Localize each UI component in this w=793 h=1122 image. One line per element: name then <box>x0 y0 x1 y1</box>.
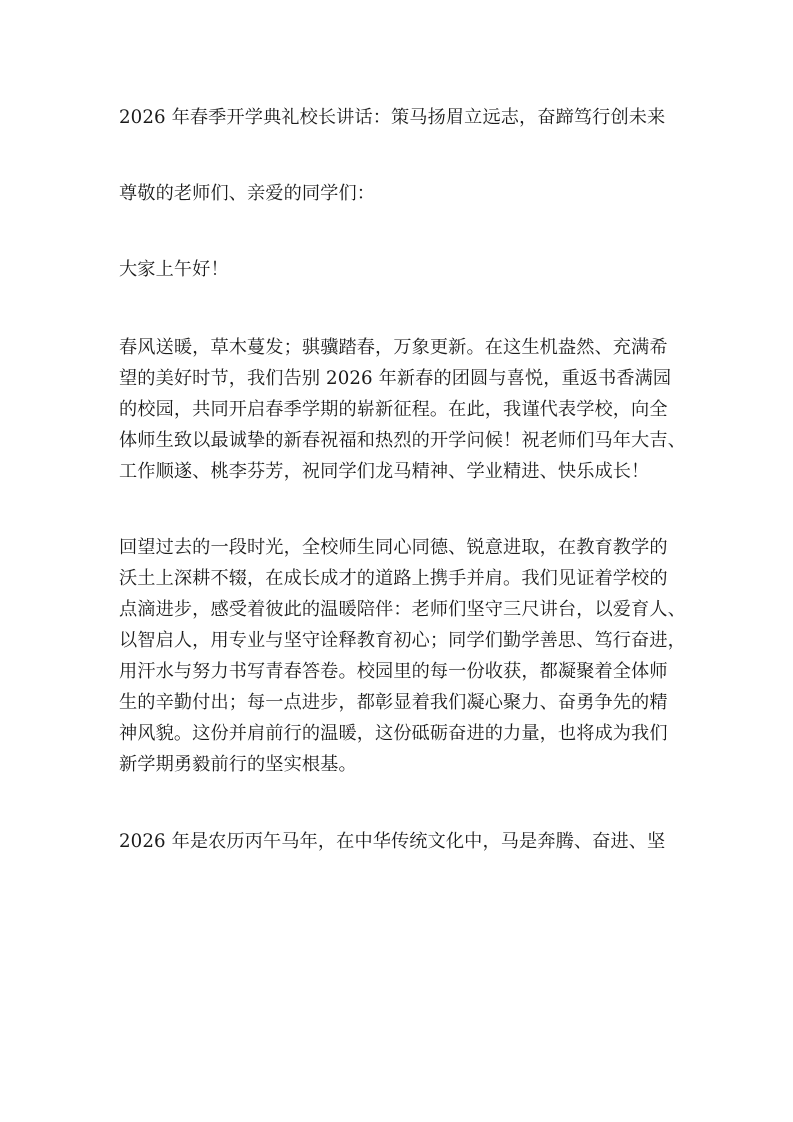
paragraph-line: 春风送暖，草木蔓发；骐骥踏春，万象更新。在这生机盎然、充满希 <box>119 337 668 358</box>
paragraph-line: 点滴进步，感受着彼此的温暖陪伴：老师们坚守三尺讲台，以爱育人、 <box>119 599 686 620</box>
paragraph-3 <box>119 826 679 857</box>
paragraph-line: 沃土上深耕不辍，在成长成才的道路上携手并肩。我们见证着学校的 <box>119 568 668 589</box>
paragraph-line: 神风貌。这份并肩前行的温暖，这份砥砺奋进的力量，也将成为我们 <box>119 723 668 744</box>
document-body <box>119 102 686 857</box>
paragraph-line: 望的美好时节，我们告别 2026 年新春的团圆与喜悦，重返书香满园 <box>119 368 672 389</box>
paragraph-2 <box>119 532 686 780</box>
paragraph-line: 2026 年是农历丙午马年，在中华传统文化中，马是奔腾、奋进、坚 <box>119 831 666 852</box>
paragraph-1 <box>119 332 686 487</box>
greeting: 大家上午好！ <box>119 259 229 280</box>
salutation: 尊敬的老师们、亲爱的同学们： <box>119 183 376 204</box>
paragraph-line: 以智启人，用专业与坚守诠释教育初心；同学们勤学善思、笃行奋进， <box>119 630 686 651</box>
paragraph-line: 的校园，共同开启春季学期的崭新征程。在此，我谨代表学校，向全 <box>119 399 668 420</box>
paragraph-line: 体师生致以最诚挚的新春祝福和热烈的开学问候！祝老师们马年大吉、 <box>119 430 686 451</box>
document-title: 2026 年春季开学典礼校长讲话：策马扬眉立远志，奋蹄笃行创未来 <box>119 107 666 128</box>
paragraph-line: 用汗水与努力书写青春答卷。校园里的每一份收获，都凝聚着全体师 <box>119 661 668 682</box>
paragraph-line: 工作顺遂、桃李芬芳，祝同学们龙马精神、学业精进、快乐成长！ <box>119 461 650 482</box>
paragraph-line: 生的辛勤付出；每一点进步，都彰显着我们凝心聚力、奋勇争先的精 <box>119 692 668 713</box>
paragraph-line: 回望过去的一段时光，全校师生同心同德、锐意进取，在教育教学的 <box>119 537 668 558</box>
paragraph-line: 新学期勇毅前行的坚实根基。 <box>119 754 357 775</box>
